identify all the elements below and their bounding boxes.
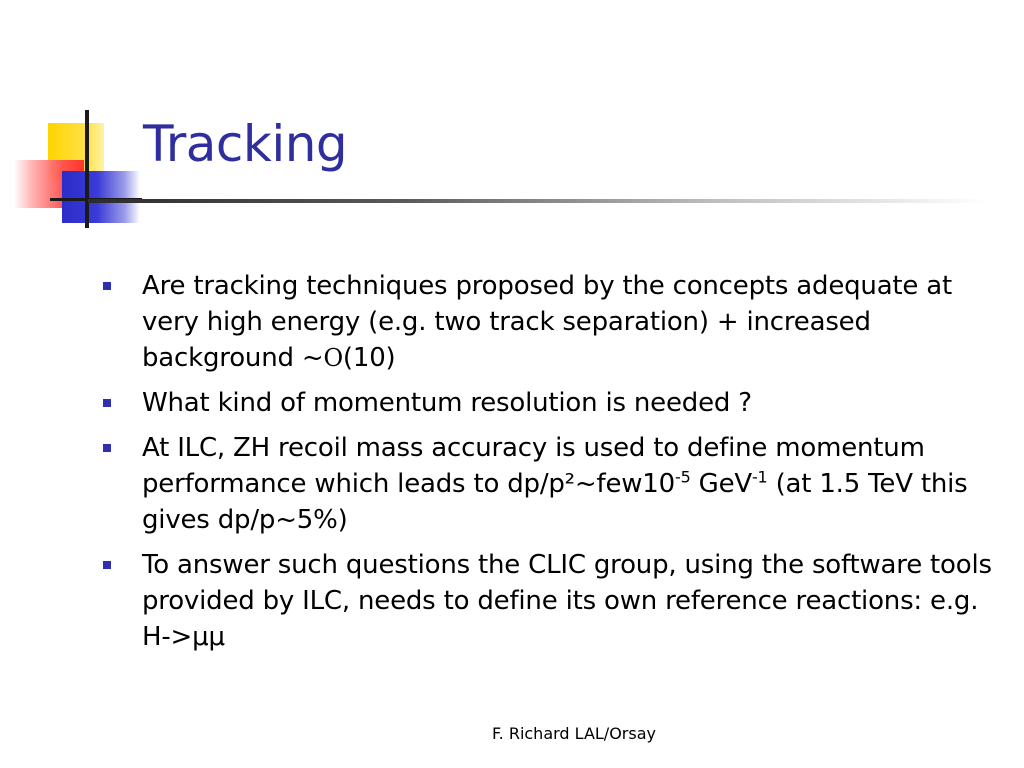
bullet-text: At ILC, ZH recoil mass accuracy is used to define momentum performance which leads to dp/p²~few10: [142, 433, 925, 499]
bullet-text: To answer such questions the CLIC group, using the software tools provided by ILC, needs to define its own reference reactions: e.g. H->μμ: [142, 550, 992, 652]
bullet-text: Are tracking techniques proposed by the concepts adequate at very high energy (e.g. two track separation) + increased background ~: [142, 271, 953, 373]
slide-title: Tracking: [143, 115, 348, 173]
bullet-item: [103, 430, 1003, 538]
bullet-square-icon: [103, 561, 111, 569]
bullet-item: [103, 385, 1003, 421]
bullet-square-icon: [103, 444, 111, 452]
superscript: -1: [751, 467, 768, 487]
superscript: -5: [675, 467, 691, 487]
bullet-text: (at 1.5 TeV this gives dp/p~5%): [142, 469, 968, 535]
bullet-text: (10): [342, 343, 396, 373]
bullet-item: [103, 547, 1003, 655]
bullet-item: [103, 268, 1003, 376]
logo-blue-bar: [62, 171, 140, 223]
bullet-square-icon: [103, 399, 111, 407]
logo-vertical-line: [85, 110, 89, 228]
bullet-text: What kind of momentum resolution is needed ?: [142, 388, 752, 418]
big-o-symbol: O: [323, 344, 343, 372]
title-underline: [88, 199, 988, 203]
footer-credit: F. Richard LAL/Orsay: [492, 724, 656, 743]
bullet-square-icon: [103, 282, 111, 290]
bullet-list: [103, 268, 1003, 664]
bullet-text: GeV: [690, 469, 752, 499]
